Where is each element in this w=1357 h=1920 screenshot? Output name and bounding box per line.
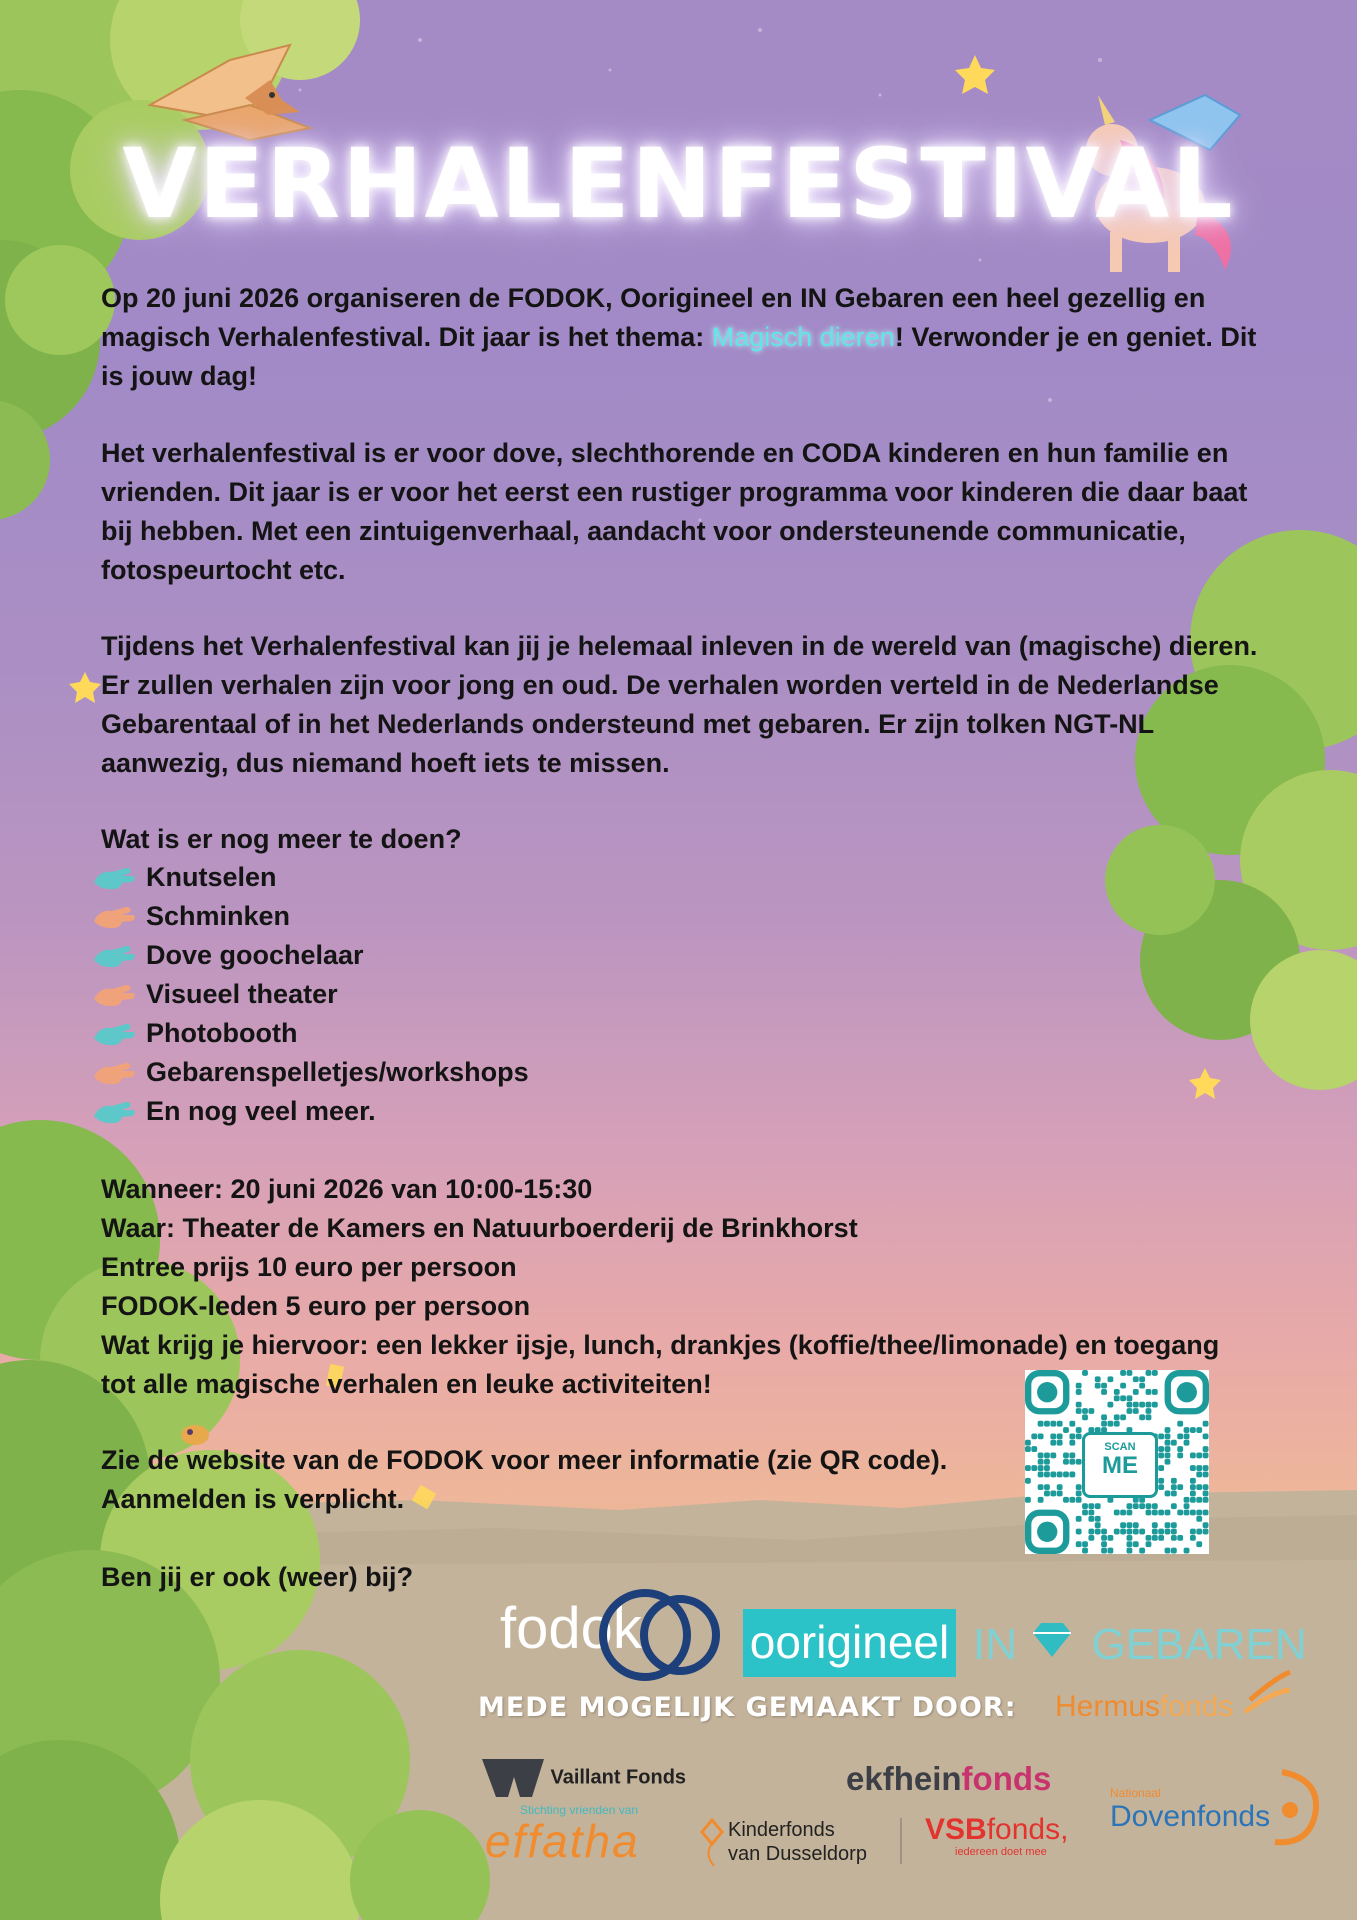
tree-right (1105, 530, 1357, 1090)
hand-icon (92, 942, 136, 970)
activity-item (92, 858, 529, 897)
diamond-icon (1029, 1620, 1079, 1670)
festival-title: VERHALENFESTIVAL (122, 128, 1235, 240)
dovenfonds-top-text: Nationaal (1110, 1786, 1161, 1800)
vsb-fonds-text: fonds, (986, 1813, 1069, 1846)
vsb-text: VSB (925, 1813, 987, 1846)
vaillant-text: Vaillant Fonds (550, 1766, 687, 1789)
ekfhein-logo (846, 1760, 1051, 1798)
info-block (101, 1170, 1261, 1404)
me-label: ME (1102, 1452, 1138, 1479)
qr-code[interactable] (1025, 1370, 1209, 1554)
gebaren-text: GEBAREN (1091, 1620, 1307, 1669)
activity-label: Photobooth (146, 1018, 298, 1048)
hermus-fonds-text: fonds (1160, 1690, 1234, 1723)
effatha-text: effatha (485, 1815, 640, 1867)
ekfhein-text: ekfhein (846, 1760, 962, 1797)
activity-label: Dove goochelaar (146, 940, 364, 970)
audience-paragraph: Het verhalenfestival is er voor dove, slechthorende en CODA kinderen en hun familie en vrienden. Dit jaar is er voor het eerst een rustiger programma voor kinderen die daar baat bij hebben. Met een zintuigenverhaal, aandacht voor ondersteunende communicatie, fotospeurtocht etc. (101, 438, 1248, 585)
vaillant-fonds-logo (480, 1755, 686, 1801)
kinderfonds-line2: van Dusseldorp (728, 1843, 867, 1865)
oorigineel-logo (743, 1609, 956, 1677)
dovenfonds-logo (1110, 1786, 1270, 1834)
closing-question: Ben jij er ook (weer) bij? (101, 1562, 414, 1592)
vsbfonds-logo (925, 1814, 1068, 1858)
hermusfonds-logo (1055, 1690, 1233, 1724)
hand-icon (92, 1098, 136, 1126)
info-price: Entree prijs 10 euro per persoon (101, 1252, 517, 1282)
in-text: IN (973, 1620, 1017, 1669)
scan-label: SCAN (1104, 1441, 1136, 1453)
activity-label: Knutselen (146, 862, 277, 892)
theme-highlight: Magisch dieren (711, 322, 895, 352)
activity-item (92, 1014, 529, 1053)
activity-label: Visueel theater (146, 979, 338, 1009)
effatha-logo (485, 1803, 640, 1865)
hand-icon (92, 1059, 136, 1087)
oorigineel-logo-text: oorigineel (749, 1616, 950, 1668)
in-gebaren-logo (973, 1620, 1307, 1670)
kinderfonds-line1: Kinderfonds (728, 1819, 835, 1841)
fodok-logo (500, 1595, 642, 1662)
info-when: Wanneer: 20 juni 2026 van 10:00-15:30 (101, 1174, 593, 1204)
info-where: Waar: Theater de Kamers en Natuurboerderij de Brinkhorst (101, 1213, 858, 1243)
vsb-subtitle: iedereen doet mee (955, 1846, 1047, 1858)
info-included: Wat krijg je hiervoor: een lekker ijsje, lunch, drankjes (koffie/thee/limonade) en toegang tot alle magische verhalen en leuke activiteiten! (101, 1330, 1220, 1399)
kite-icon (700, 1818, 724, 1868)
activity-item (92, 975, 529, 1014)
hand-icon (92, 981, 136, 1009)
effatha-top-text: Stichting vrienden van (520, 1803, 639, 1817)
dovenfonds-text: Dovenfonds (1110, 1800, 1271, 1833)
register-text: Aanmelden is verplicht. (101, 1484, 405, 1514)
fodok-logo-text: fodok (500, 1596, 642, 1661)
activities-heading: Wat is er nog meer te doen? (101, 824, 462, 854)
scan-me-badge (1082, 1432, 1158, 1498)
ekfhein-fonds-text: fonds (961, 1760, 1052, 1797)
intro-paragraph (101, 279, 1261, 396)
sponsor-divider (900, 1818, 902, 1864)
activity-item (92, 1092, 529, 1131)
stories-paragraph: Tijdens het Verhalenfestival kan jij je helemaal inleven in de wereld van (magische) dieren. Er zullen verhalen zijn voor jong en oud. De verhalen worden verteld in de Nederlandse Gebarentaal of in het Nederlands ondersteund met gebaren. Er zijn tolken NGT-NL aanwezig, dus niemand hoeft iets te missen. (101, 631, 1258, 778)
intro-text: Op 20 juni 2026 organiseren de FODOK, Oorigineel en IN Gebaren een heel gezellig en magisch Verhalenfestival. Dit jaar is het thema: (101, 283, 1206, 352)
vaillant-icon (480, 1755, 546, 1801)
activity-label: En nog veel meer. (146, 1096, 376, 1126)
hand-icon (92, 1020, 136, 1048)
hand-icon (92, 903, 136, 931)
hermus-text: Hermus (1055, 1690, 1161, 1723)
activity-label: Schminken (146, 901, 291, 931)
info-members: FODOK-leden 5 euro per persoon (101, 1291, 531, 1321)
website-text: Zie de website van de FODOK voor meer informatie (zie QR code). (101, 1445, 948, 1475)
activity-item (92, 936, 529, 975)
intro-text-end: ! Verwonder je en geniet. Dit is jouw dag! (101, 322, 1257, 391)
activity-item (92, 897, 529, 936)
activities-list (92, 858, 529, 1131)
hand-icon (92, 864, 136, 892)
activity-item (92, 1053, 529, 1092)
activity-label: Gebarenspelletjes/workshops (146, 1057, 529, 1087)
sponsors-title: MEDE MOGELIJK GEMAAKT DOOR: (478, 1692, 1017, 1723)
